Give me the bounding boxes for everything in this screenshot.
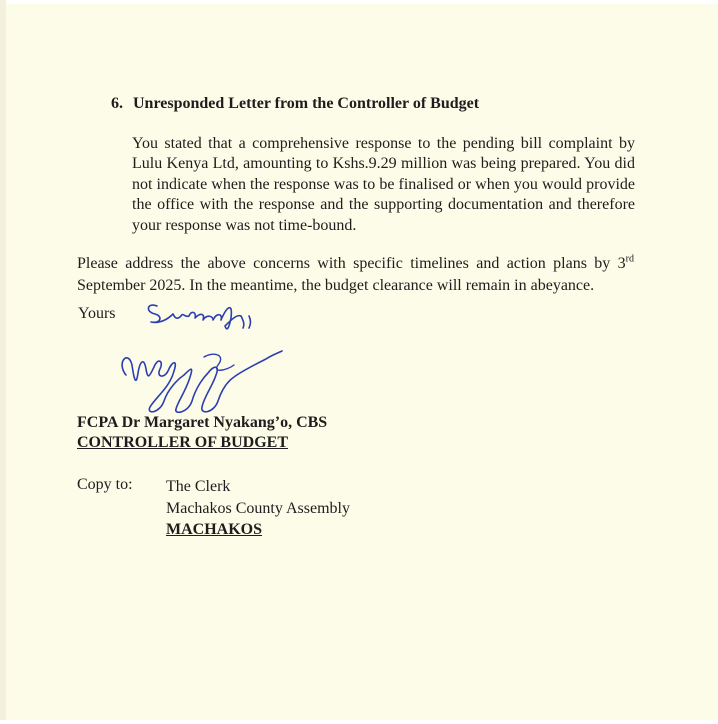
left-page-edge [0,0,6,724]
copy-to-recipient [166,476,350,541]
copy-to-label: Copy to: [77,476,133,493]
section-body: You stated that a comprehensive response to the pending bill complaint by Lulu Kenya Ltd, amounting to Kshs.9.29 million was being prepared. You did not indicate when the response was to be finalised or when you would provide the office with the response and the supporting documentation and therefore your response was not time-bound. [132,135,635,234]
closing-text-after: September 2025. In the meantime, the budget clearance will remain in abeyance. [77,277,595,294]
closing-text-before: Please address the above concerns with specific timelines and action plans by 3 [77,255,626,272]
signatory-name: FCPA Dr Margaret Nyakang’o, CBS [77,414,328,431]
section-title: Unresponded Letter from the Controller of Budget [133,95,480,112]
section-heading [111,95,479,113]
copy-to-line-3: MACHAKOS [166,521,262,538]
signatory-title: CONTROLLER OF BUDGET [77,434,288,451]
bottom-border [0,720,718,724]
top-border [0,0,718,4]
closing-paragraph [77,253,634,297]
section-number: 6. [111,95,123,112]
yours-label: Yours [78,305,116,322]
signature-icon [108,335,283,415]
ordinal-superscript: rd [625,253,634,265]
copy-to-line-1: The Clerk [166,478,231,495]
sincerely-handwriting [143,294,263,334]
copy-to-line-2: Machakos County Assembly [166,499,350,517]
